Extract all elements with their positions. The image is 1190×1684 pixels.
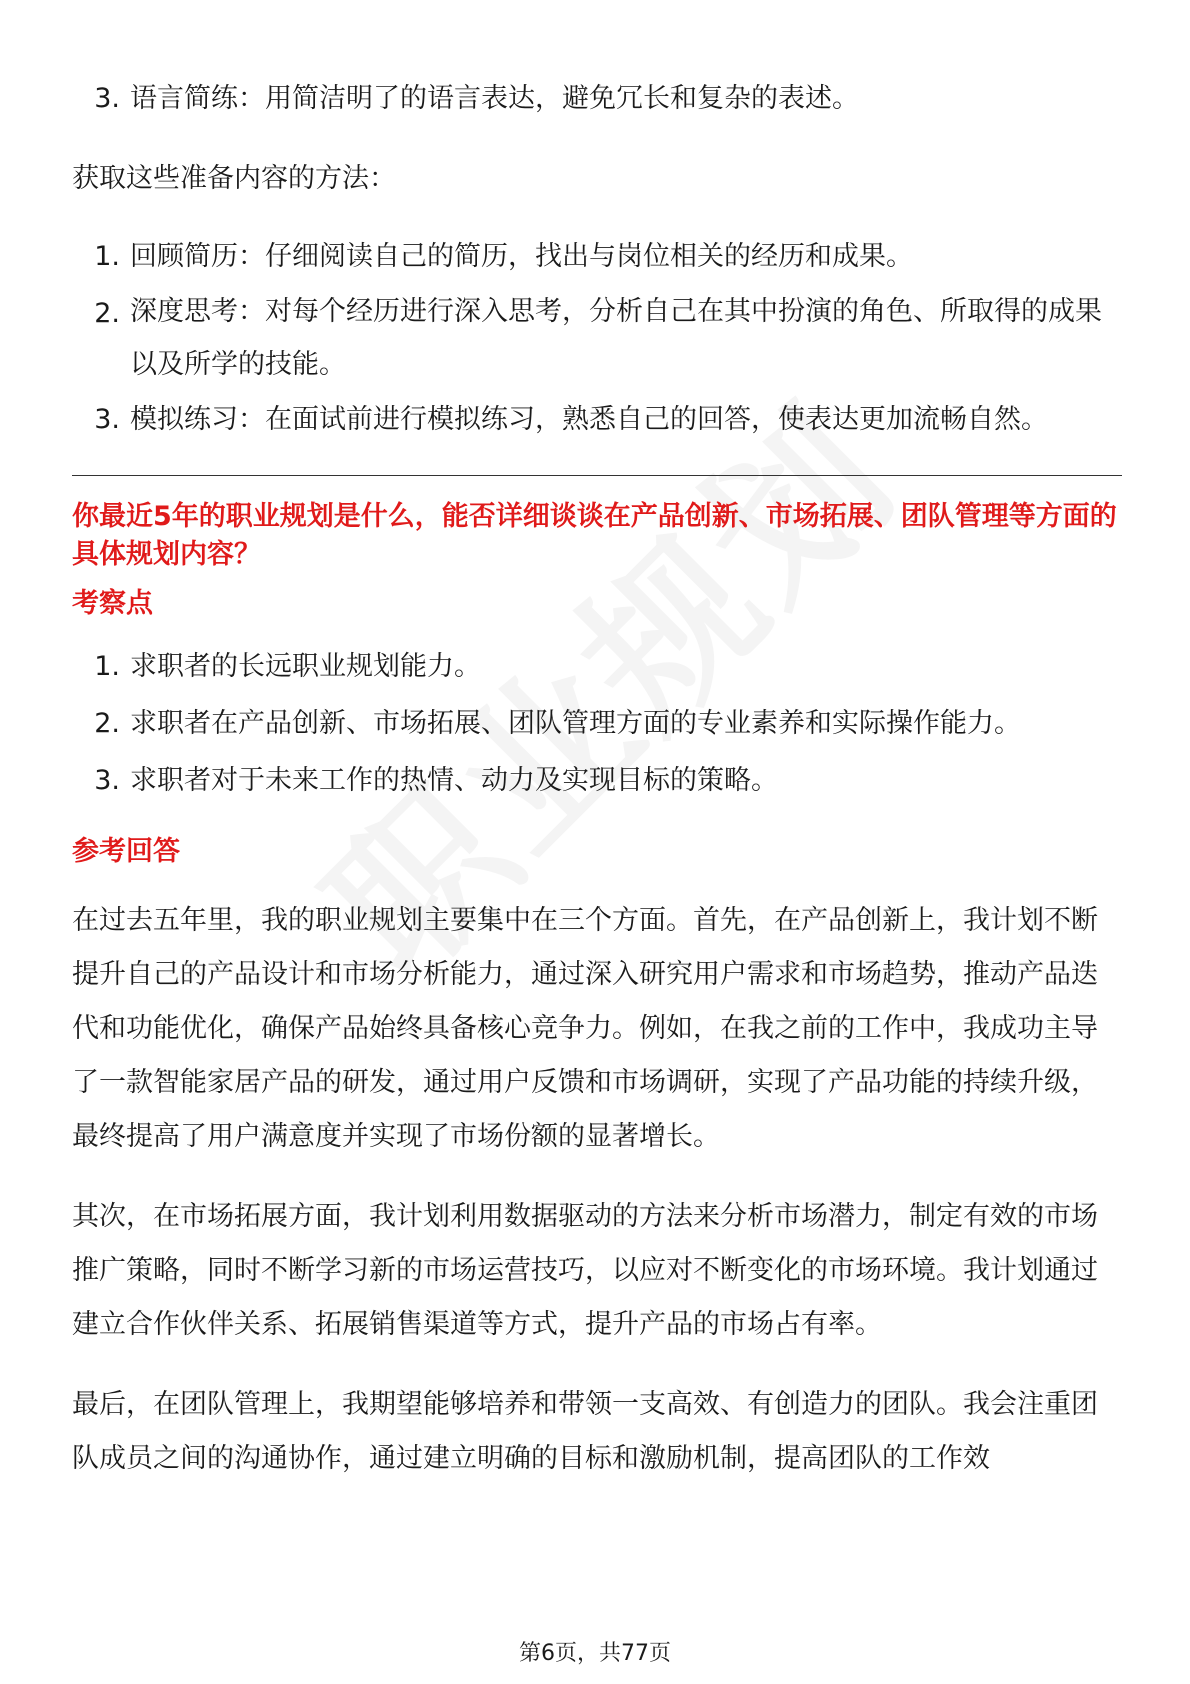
list-item [76,285,1122,391]
answer-paragraph: 其次，在市场拓展方面，我计划利用数据驱动的方法来分析市场潜力，制定有效的市场推广策略，同时不断学习新的市场运营技巧，以应对不断变化的市场环境。我计划通过建立合作伙伴关系、拓展销售渠道等方式，提升产品的市场占有率。 [72,1201,1098,1340]
focus-list [72,638,1122,809]
list-item [76,638,1122,695]
page-content [72,70,1122,1486]
methods-heading: 获取这些准备内容的方法： [72,163,396,194]
list-text: 模拟练习：在面试前进行模拟练习，熟悉自己的回答，使表达更加流畅自然。 [130,404,1048,435]
list-text: 语言简练：用简洁明了的语言表达，避免冗长和复杂的表述。 [130,83,859,114]
list-number: 3. [94,83,120,114]
list-text: 求职者在产品创新、市场拓展、团队管理方面的专业素养和实际操作能力。 [130,708,1021,739]
list-number: 3. [94,404,120,435]
list-text: 求职者的长远职业规划能力。 [130,651,481,682]
list-item [76,391,1122,448]
methods-list [72,228,1122,448]
list-item [76,228,1122,285]
list-text: 求职者对于未来工作的热情、动力及实现目标的策略。 [130,765,778,796]
answer-paragraph: 最后，在团队管理上，我期望能够培养和带领一支高效、有创造力的团队。我会注重团队成员之间的沟通协作，通过建立明确的目标和激励机制，提高团队的工作效 [72,1389,1098,1474]
list-text: 深度思考：对每个经历进行深入思考，分析自己在其中扮演的角色、所取得的成果以及所学的技能。 [130,296,1102,380]
focus-label: 考察点 [72,588,153,619]
interview-question: 你最近5年的职业规划是什么，能否详细谈谈在产品创新、市场拓展、团队管理等方面的具体规划内容？ [72,501,1117,570]
list-number: 1. [94,241,120,272]
answer-paragraph: 在过去五年里，我的职业规划主要集中在三个方面。首先，在产品创新上，我计划不断提升自己的产品设计和市场分析能力，通过深入研究用户需求和市场趋势，推动产品迭代和功能优化，确保产品始终具备核心竞争力。例如，在我之前的工作中，我成功主导了一款智能家居产品的研发，通过用户反馈和市场调研，实现了产品功能的持续升级，最终提高了用户满意度并实现了市场份额的显著增长。 [72,905,1098,1152]
list-number: 3. [94,765,120,796]
section-divider [72,475,1122,476]
answer-label: 参考回答 [72,836,180,867]
list-text: 回顾简历：仔细阅读自己的简历，找出与岗位相关的经历和成果。 [130,241,913,272]
list-item [76,70,1122,127]
list-number: 1. [94,651,120,682]
list-item [76,695,1122,752]
list-item [76,752,1122,809]
list-number: 2. [94,708,120,739]
list-number: 2. [94,298,120,329]
page-number: 第6页，共77页 [519,1641,671,1666]
